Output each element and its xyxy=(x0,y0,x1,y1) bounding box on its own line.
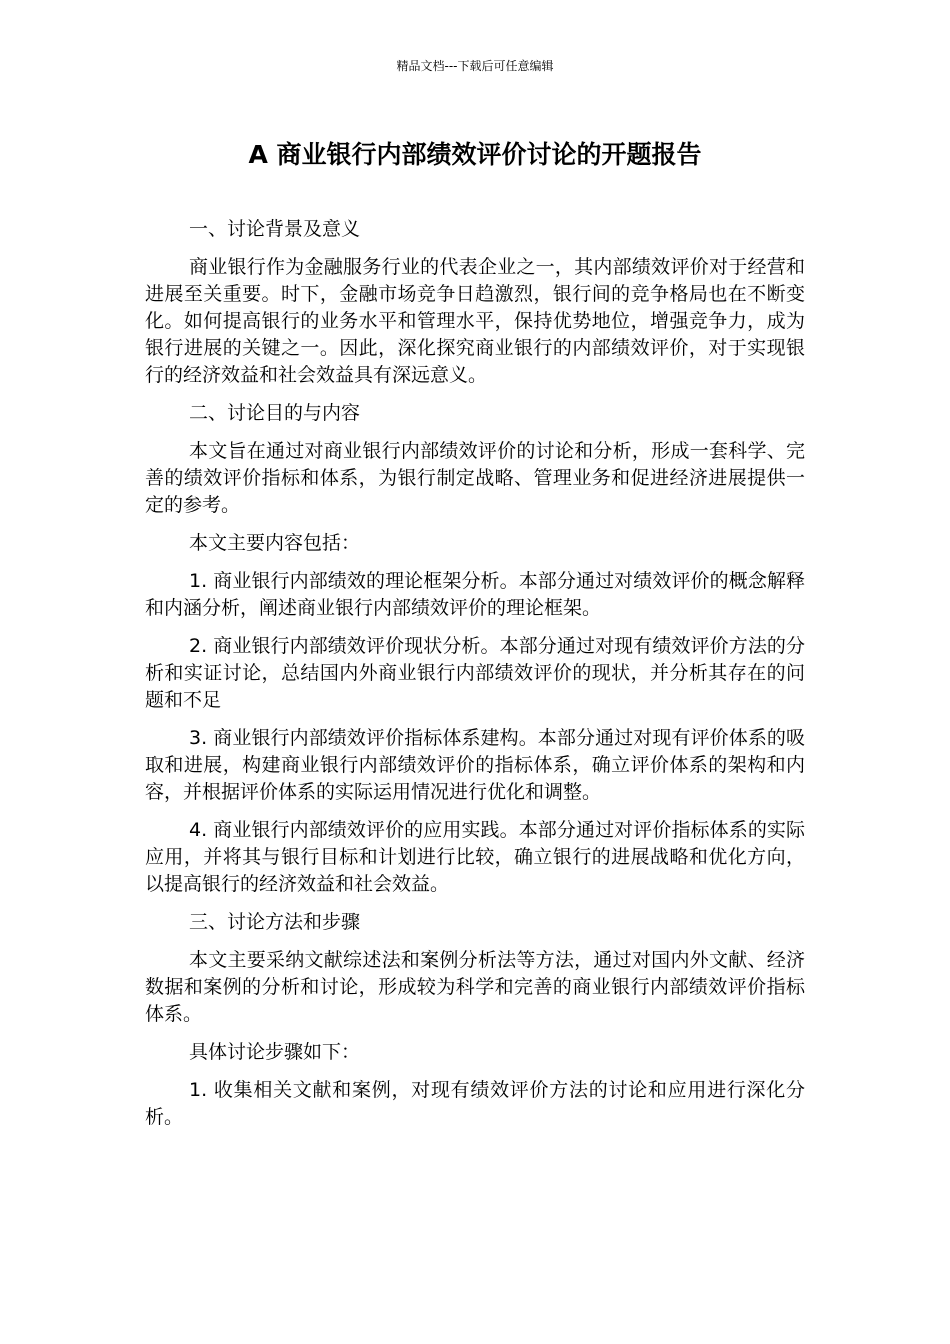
paragraph-purpose: 本文旨在通过对商业银行内部绩效评价的讨论和分析，形成一套科学、完善的绩效评价指标和体系，为银行制定战略、管理业务和促进经济进展提供一定的参考。 xyxy=(145,440,805,516)
list-item-2: 2. 商业银行内部绩效评价现状分析。本部分通过对现有绩效评价方法的分析和实证讨论，总结国内外商业银行内部绩效评价的现状，并分析其存在的问题和不足 xyxy=(145,635,805,711)
section-heading-methods: 三、讨论方法和步骤 xyxy=(189,911,361,933)
step-item-1: 1. 收集相关文献和案例，对现有绩效评价方法的讨论和应用进行深化分析。 xyxy=(145,1079,805,1128)
document-title: A 商业银行内部绩效评价讨论的开题报告 xyxy=(248,140,702,169)
section-heading-purpose: 二、讨论目的与内容 xyxy=(189,402,361,424)
list-item-1: 1. 商业银行内部绩效的理论框架分析。本部分通过对绩效评价的概念解释和内涵分析，阐述商业银行内部绩效评价的理论框架。 xyxy=(145,570,805,619)
list-item-4: 4. 商业银行内部绩效评价的应用实践。本部分通过对评价指标体系的实际应用，并将其与银行目标和计划进行比较，确立银行的进展战略和优化方向，以提高银行的经济效益和社会效益。 xyxy=(145,819,805,895)
section-heading-background: 一、讨论背景及意义 xyxy=(189,218,361,240)
document-body xyxy=(145,216,805,1142)
paragraph-background: 商业银行作为金融服务行业的代表企业之一，其内部绩效评价对于经营和进展至关重要。时下，金融市场竞争日趋激烈，银行间的竞争格局也在不断变化。如何提高银行的业务水平和管理水平，保持优势地位，增强竞争力，成为银行进展的关键之一。因此，深化探究商业银行的内部绩效评价，对于实现银行的经济效益和社会效益具有深远意义。 xyxy=(145,256,805,386)
paragraph-methods: 本文主要采纳文献综述法和案例分析法等方法，通过对国内外文献、经济数据和案例的分析和讨论，形成较为科学和完善的商业银行内部绩效评价指标体系。 xyxy=(145,949,805,1025)
list-item-3: 3. 商业银行内部绩效评价指标体系建构。本部分通过对现有评价体系的吸取和进展，构建商业银行内部绩效评价的指标体系，确立评价体系的架构和内容，并根据评价体系的实际运用情况进行优化和调整。 xyxy=(145,727,805,803)
header-note: 精品文档---下载后可任意编辑 xyxy=(396,59,554,73)
paragraph-content-intro: 本文主要内容包括： xyxy=(189,532,361,554)
paragraph-steps-intro: 具体讨论步骤如下： xyxy=(189,1041,361,1063)
